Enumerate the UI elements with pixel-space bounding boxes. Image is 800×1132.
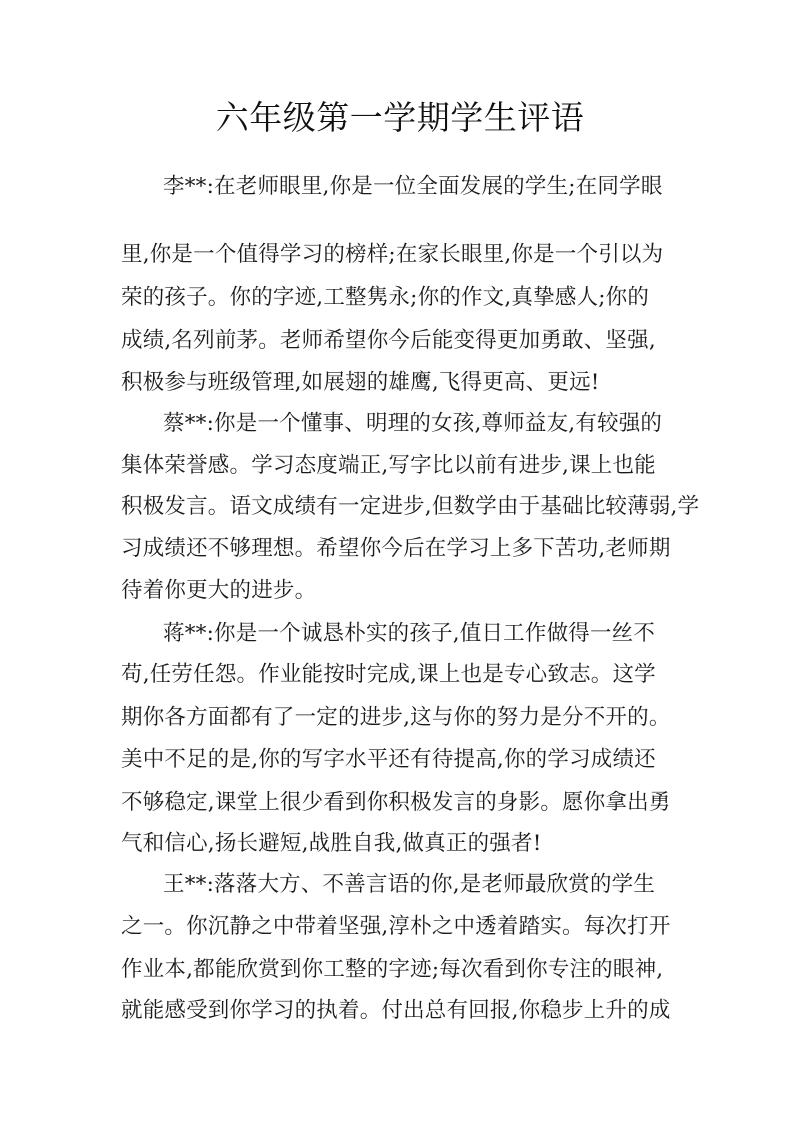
paragraph-line: 积极发言。语文成绩有一定进步,但数学由于基础比较薄弱,学	[121, 494, 700, 519]
paragraph-line: 荣的孩子。你的字迹,工整隽永;你的作文,真挚感人;你的	[121, 285, 650, 310]
paragraph-line: 成绩,名列前茅。老师希望你今后能变得更加勇敢、坚强,	[121, 328, 656, 353]
paragraph-line: 集体荣誉感。学习态度端正,写字比以前有进步,课上也能	[121, 453, 656, 478]
paragraph-line: 气和信心,扬长避短,战胜自我,做真正的强者!	[121, 831, 542, 856]
paragraph-line: 期你各方面都有了一定的进步,这与你的努力是分不开的。	[121, 705, 671, 730]
paragraph-line: 待着你更大的进步。	[121, 578, 317, 603]
paragraph-line: 美中不足的是,你的写字水平还有待提高,你的学习成绩还	[121, 747, 656, 772]
paragraph-line: 之一。你沉静之中带着坚强,淳朴之中透着踏实。每次打开	[121, 914, 671, 939]
paragraph-line: 习成绩还不够理想。希望你今后在学习上多下苦功,老师期	[121, 536, 671, 561]
paragraph-line: 蒋**:你是一个诚恳朴实的孩子,值日工作做得一丝不	[163, 621, 656, 646]
paragraph-line: 李**:在老师眼里,你是一位全面发展的学生;在同学眼	[163, 174, 663, 199]
paragraph-line: 作业本,都能欣赏到你工整的字迹;每次看到你专注的眼神,	[121, 957, 664, 982]
document-title: 六年级第一学期学生评语	[215, 98, 585, 137]
paragraph-line: 里,你是一个值得学习的榜样;在家长眼里,你是一个引以为	[121, 242, 664, 267]
paragraph-line: 积极参与班级管理,如展翅的雄鹰,飞得更高、更远!	[121, 370, 600, 395]
paragraph-line: 就能感受到你学习的执着。付出总有回报,你稳步上升的成	[121, 998, 671, 1023]
paragraph-line: 蔡**:你是一个懂事、明理的女孩,尊师益友,有较强的	[163, 411, 663, 436]
paragraph-line: 苟,任劳任怨。作业能按时完成,课上也是专心致志。这学	[121, 662, 656, 687]
paragraph-line: 王**:落落大方、不善言语的你,是老师最欣赏的学生	[163, 872, 656, 897]
paragraph-line: 不够稳定,课堂上很少看到你积极发言的身影。愿你拿出勇	[121, 790, 671, 815]
